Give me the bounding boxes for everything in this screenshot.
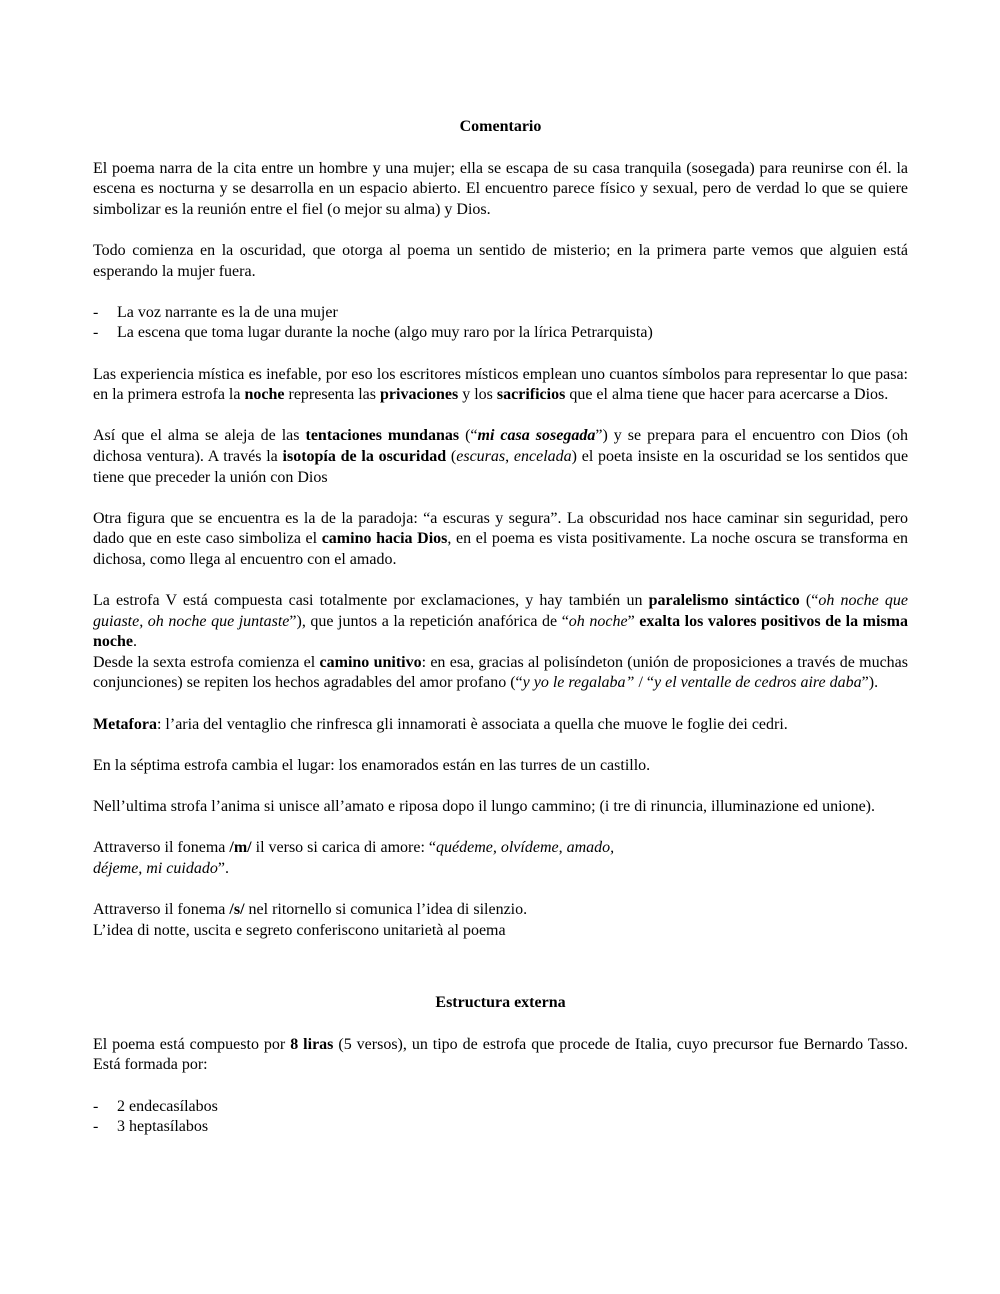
dash-marker: -: [93, 1118, 99, 1136]
dash-list-verses: [93, 1097, 908, 1138]
paragraph-unitive-path: Desde la sexta estrofa comienza el camino unitivo: en esa, gracias al polisíndeton (unión de proposiciones a través de muchas conjunciones) se repiten los hechos agradables del amor profano (“y yo le regalaba” / “y el ventalle de cedros aire daba”).: [93, 653, 909, 692]
list-item: - 2 endecasílabos: [93, 1097, 908, 1118]
list-item: - La escena que toma lugar durante la noche (algo muy raro por la lírica Petrarquista): [93, 323, 908, 344]
list-item: - La voz narrante es la de una mujer: [93, 303, 908, 324]
paragraph-phoneme-m: Attraverso il fonema /m/ il verso si carica di amore: “quédeme, olvídeme, amado, déjeme, mi cuidado”.: [93, 839, 615, 877]
paragraph-seventh-stanza: En la séptima estrofa cambia el lugar: los enamorados están en las turres de un castillo.: [93, 756, 651, 774]
dash-marker: -: [93, 1097, 99, 1115]
document-page: [93, 117, 908, 1158]
paragraph-temptations: Así que el alma se aleja de las tentaciones mundanas (“mi casa sosegada”) y se prepara para el encuentro con Dios (oh dichosa ventura). A través la isotopía de la oscuridad (escuras, encelada) el poeta insiste en la oscuridad se los sentidos que tiene que preceder la unión con Dios: [93, 427, 909, 486]
paragraph-stanza-five: La estrofa V está compuesta casi totalmente por exclamaciones, y hay también un paralelismo sintáctico (“oh noche que guiaste, oh noche que juntaste”), que juntos a la repetición anafórica de “oh noche” exalta los valores positivos de la misma noche.: [93, 592, 909, 651]
paragraph-intro: El poema narra de la cita entre un hombre y una mujer; ella se escapa de su casa tranquila (sosegada) para reunirse con él. la escena es nocturna y se desarrolla en un espacio abierto. El encuentro parece físico y sexual, pero de verdad lo que se quiere simbolizar es la reunión entre el fiel (o mejor su alma) y Dios.: [93, 159, 908, 218]
paragraph-unity: L’idea di notte, uscita e segreto conferiscono unitarietà al poema: [93, 921, 506, 939]
paragraph-liras: El poema está compuesto por 8 liras (5 versos), un tipo de estrofa que procede de Italia, cuyo precursor fue Bernardo Tasso. Está formada por:: [93, 1035, 909, 1074]
dash-marker: -: [93, 324, 99, 342]
paragraph-paradox: Otra figura que se encuentra es la de la paradoja: “a escuras y segura”. La obscuridad nos hace caminar sin seguridad, pero dado que en este caso simboliza el camino hacia Dios, en el poema es vista positivamente. La noche oscura se transforma en dichosa, como llega al encuentro con el amado.: [93, 509, 908, 568]
paragraph-metaphor: Metafora: l’aria del ventaglio che rinfresca gli innamorati è associata a quella che muove le foglie dei cedri.: [93, 715, 788, 733]
section-title-estructura: Estructura externa: [435, 994, 566, 1012]
section-title-comentario: Comentario: [459, 118, 542, 135]
paragraph-last-stanza: Nell’ultima strofa l’anima si unisce all’amato e riposa dopo il lungo cammino; (i tre di rinuncia, illuminazione ed unione).: [93, 798, 876, 815]
dash-marker: -: [93, 303, 99, 321]
dash-list-narrator: [93, 303, 908, 344]
paragraph-mystic-experience: Las experiencia mística es inefable, por eso los escritores místicos emplean uno cuantos símbolos para representar lo que pasa: en la primera estrofa la noche representa las privaciones y los sacrificios que el alma tiene que hacer para acercarse a Dios.: [93, 365, 908, 404]
paragraph-darkness: Todo comienza en la oscuridad, que otorga al poema un sentido de misterio; en la primera parte vemos que alguien está esperando la mujer fuera.: [93, 241, 908, 280]
paragraph-phoneme-s: Attraverso il fonema /s/ nel ritornello si comunica l’idea di silenzio.: [93, 900, 528, 918]
list-item: - 3 heptasílabos: [93, 1117, 908, 1138]
